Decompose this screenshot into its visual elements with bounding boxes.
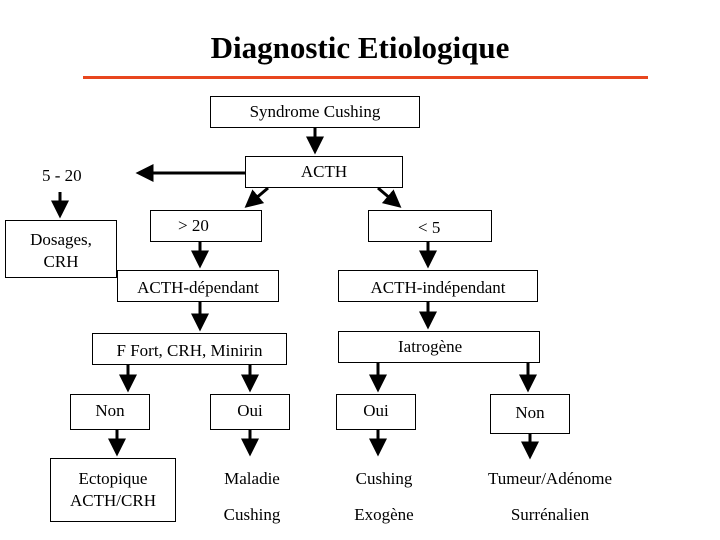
- ectopique-label: Ectopique: [78, 469, 148, 488]
- range-5-20-label: 5 - 20: [42, 166, 82, 185]
- maladie-label: Maladie: [224, 469, 280, 488]
- oui-left-label: Oui: [237, 401, 263, 420]
- arrow-acth-lt5: [378, 188, 398, 205]
- dosages-label: Dosages,: [30, 230, 92, 249]
- cushing-exogene-label: Cushing: [355, 469, 413, 488]
- acth-crh-label: ACTH/CRH: [70, 491, 156, 510]
- syndrome-cushing-label: Syndrome Cushing: [249, 102, 381, 121]
- arrow-acth-gt20: [248, 188, 268, 205]
- non-left-label: Non: [95, 401, 125, 420]
- gt20-label: > 20: [178, 216, 209, 235]
- surrenalien-label: Surrénalien: [510, 505, 590, 524]
- tests-label: F Fort, CRH, Minirin: [116, 341, 263, 360]
- acth-label: ACTH: [300, 162, 348, 181]
- cushing-maladie-label: Cushing: [223, 505, 281, 524]
- oui-right-label: Oui: [363, 401, 389, 420]
- acth-dependant-label: ACTH-dépendant: [137, 278, 259, 297]
- tumeur-label: Tumeur/Adénome: [487, 469, 613, 488]
- acth-independant-label: ACTH-indépendant: [370, 278, 506, 297]
- non-right-label: Non: [515, 403, 545, 422]
- lt5-label: < 5: [418, 218, 441, 237]
- crh-label: CRH: [43, 252, 79, 271]
- exogene-label: Exogène: [354, 505, 414, 524]
- page-title: Diagnostic Etiologique: [210, 30, 510, 65]
- iatrogene-label: Iatrogène: [398, 337, 463, 356]
